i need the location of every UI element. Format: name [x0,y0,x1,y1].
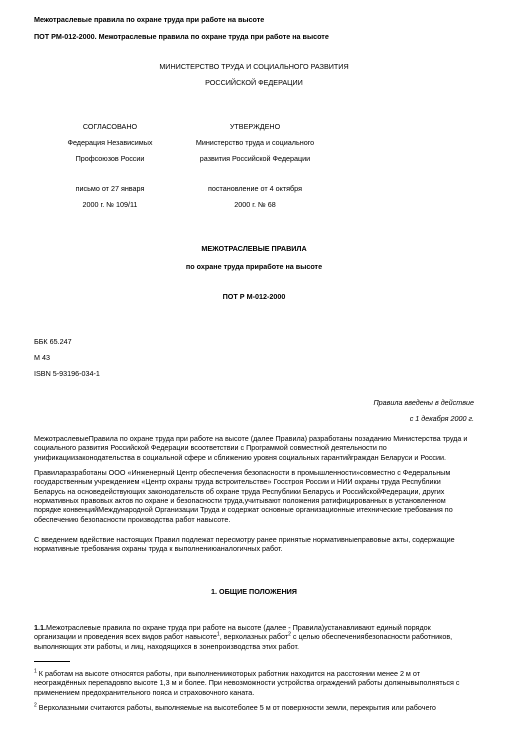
item-text-c: с целью обеспечениябезопасности работников, выполняющих эти работы, и лиц, находящихся в зонепроизводства этих работ. [34,632,453,651]
footnote-2 [34,703,474,712]
footnote-1-mark: 1 [34,668,37,675]
section-item-1-1 [34,623,474,651]
effective-line-2: с 1 декабря 2000 г. [409,414,474,423]
footnote-2-mark: 2 [34,702,37,709]
footnote-1-text: К работам на высоте относятся работы, при выполнениикоторых работник находится на расстоянии менее 2 м от неограждённых перепадовпо высоте 1,3 м и более. При невозможности устройства ограждений работы должнывыполняться с применением предохранительного пояса и страховочного каната. [34,669,460,697]
agreed-doc-1: письмо от 27 января [75,184,145,193]
item-text-a: Межотраслевые правила по охране труда при работе на высоте (далее - Правила)устанавливают единый порядок организации и проведения всех видов работ навысоте [34,623,431,642]
intro-paragraph-1: МежотраслевыеПравила по охране труда при работе на высоте (далее Правила) разработаны позаданию Министерства труда и социального развития Российской Федерации всоответствии с Программой совместной деятельности по унификациизаконодательства в социальной сфере и сближению уровня социальных гарантийграждан Беларуси и России. [34,434,468,462]
document-subtitle: по охране труда приработе на высоте [185,262,323,271]
approved-doc-2: 2000 г. № 68 [234,200,276,209]
approved-org-1: Министерство труда и социального [195,138,315,147]
ministry-line-1: МИНИСТЕРСТВО ТРУДА И СОЦИАЛЬНОГО РАЗВИТИЯ [159,62,349,71]
document-title: МЕЖОТРАСЛЕВЫЕ ПРАВИЛА [201,244,307,253]
isbn: ISBN 5-93196-034-1 [34,369,100,378]
agreed-title: СОГЛАСОВАНО [82,122,138,131]
effective-line-1: Правила введены в действие [373,398,474,407]
footnote-divider [34,661,70,662]
section-heading: 1. ОБЩИЕ ПОЛОЖЕНИЯ [211,587,297,596]
footnote-2-text: Верхолазными считаются работы, выполняемые на высотеболее 5 м от поверхности земли, перекрытия или рабочего [36,703,436,712]
m-code: М 43 [34,353,50,362]
intro-paragraph-3: С введением вдействие настоящих Правил подлежат пересмотру ранее принятые нормативныеправовые акты, содержащие нормативные требования охраны труда к выполнениюаналогичных работ. [34,535,455,554]
footnote-ref-2[interactable]: 2 [288,631,291,638]
footnote-ref-1[interactable]: 1 [216,631,220,638]
item-number: 1.1. [34,623,46,632]
approved-title: УТВЕРЖДЕНО [229,122,281,131]
intro-paragraph-2: Правиларазработаны ООО «Инженерный Центр обеспечения безопасности в промышленности»совместно с Федеральным государственным учреждением «Центр охраны труда встроительстве» Госстроя России и НИИ охраны труда Республики Беларусь на основедействующих законодательств об охране труда Республики Беларусь и РоссийскойФедерации, других нормативных правовых актов по охране и безопасности труда,учитывают положения ратифицированных в установленном порядке конвенцийМеждународной Организации Труда и содержат основные организационные итехнические требования по обеспечению безопасности производства работ навысоте. [34,468,453,524]
bbk-code: ББК 65.247 [34,337,72,346]
agreed-doc-2: 2000 г. № 109/11 [82,200,138,209]
approved-org-2: развития Российской Федерации [199,154,311,163]
item-text-b: , верхолазных работ [219,632,289,642]
agreed-org-1: Федерация Независимых [67,138,153,147]
agreed-org-2: Профсоюзов России [75,154,145,163]
footnote-1 [34,669,474,697]
approved-doc-1: постановление от 4 октября [208,184,302,193]
document-code: ПОТ Р М-012-2000 [222,292,286,301]
header-subtitle: ПОТ РМ-012-2000. Межотраслевые правила по охране труда при работе на высоте [34,32,329,41]
ministry-line-2: РОССИЙСКОЙ ФЕДЕРАЦИИ [205,78,303,87]
header-title: Межотраслевые правила по охране труда при работе на высоте [34,15,265,24]
